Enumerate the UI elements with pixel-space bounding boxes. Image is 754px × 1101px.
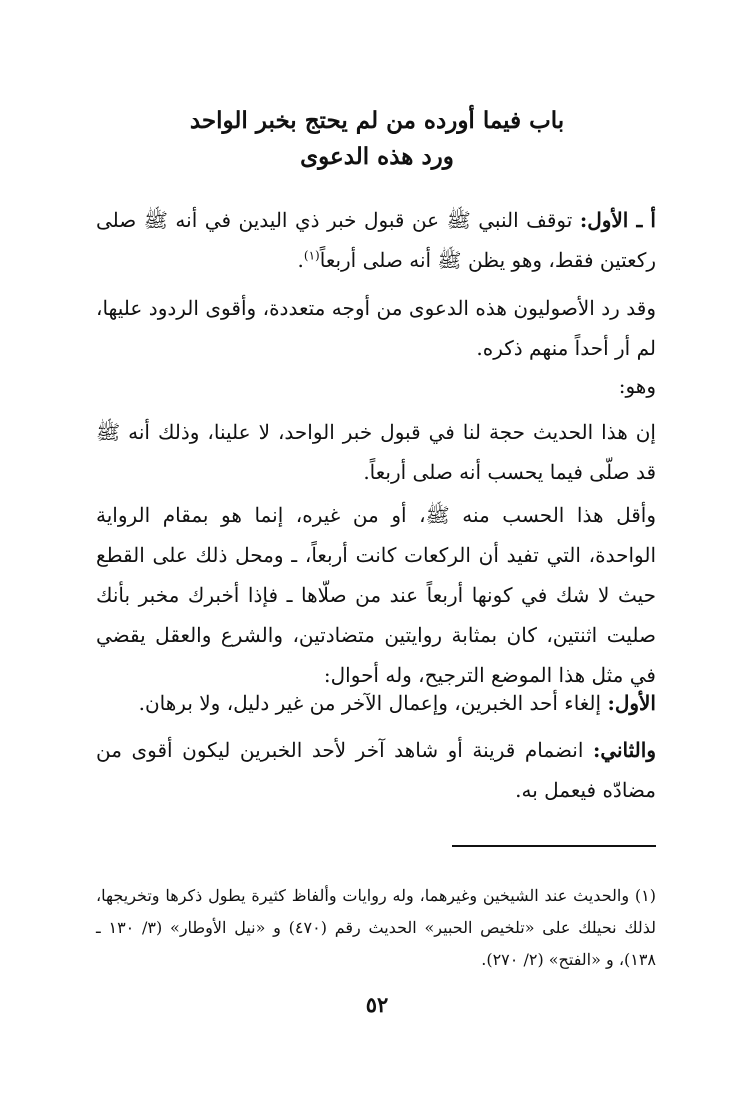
paragraph-rebuttal-intro: وقد رد الأصوليون هذه الدعوى من أوجه متعددة، وأقوى الردود عليها، لم أر أحداً منهم ذكره. xyxy=(96,296,656,360)
footnote-reference: (١) xyxy=(303,248,320,263)
paragraph-first-argument xyxy=(96,200,656,280)
paragraph-lead-state-first: الأول: xyxy=(607,691,656,715)
paragraph-lead-state-second: والثاني: xyxy=(592,738,656,762)
paragraph-and-it-is: وهو: xyxy=(618,374,656,398)
footnote-divider xyxy=(452,845,656,847)
paragraph-state-first xyxy=(96,683,656,723)
paragraph-state-second xyxy=(96,730,656,810)
chapter-title: باب فيما أورده من لم يحتج بخبر الواحد xyxy=(189,107,565,134)
paragraph-body-state-second: انضمام قرينة أو شاهد آخر لأحد الخبرين ليكون أقوى من مضادّه فيعمل به. xyxy=(96,738,656,802)
paragraph-body-first: توقف النبي ﷺ عن قبول خبر ذي اليدين في أنه ﷺ صلى ركعتين فقط، وهو يظن ﷺ أنه صلى أربعاً xyxy=(96,208,656,272)
chapter-subtitle: ورد هذه الدعوى xyxy=(300,143,454,170)
footnote-text: (١) والحديث عند الشيخين وغيرهما، وله روايات وألفاظ كثيرة يطول ذكرها وتخريجها، لذلك نحيلك على «تلخيص الحبير» الحديث رقم (٤٧٠) و «نيل الأوطار» (٣/ ١٣٠ ـ ١٣٨)، و «الفتح» (٢/ ٢٧٠). xyxy=(96,886,656,969)
page-number: ٥٢ xyxy=(365,992,389,1017)
paragraph-reasoning: وأقل هذا الحسب منه ﷺ، أو من غيره، إنما هو بمقام الرواية الواحدة، التي تفيد أن الركعات كانت أربعاً، ـ ومحل ذلك على القطع حيث لا شك في كونها أربعاً عند من صلّاها ـ فإذا أخبرك مخبر بأنك صليت اثنتين، كان بمثابة روايتين متضادتين، والشرع والعقل يقضي في مثل هذا الموضع الترجيح، وله أحوال: xyxy=(96,503,656,687)
paragraph-hadith-proof: إن هذا الحديث حجة لنا في قبول خبر الواحد، لا علينا، وذلك أنه ﷺ قد صلّى فيما يحسب أنه صلى أربعاً. xyxy=(96,420,656,484)
paragraph-body-state-first: إلغاء أحد الخبرين، وإعمال الآخر من غير دليل، ولا برهان. xyxy=(138,691,608,715)
paragraph-end-first: . xyxy=(297,248,304,272)
paragraph-lead-first: أ ـ الأول: xyxy=(579,208,656,232)
